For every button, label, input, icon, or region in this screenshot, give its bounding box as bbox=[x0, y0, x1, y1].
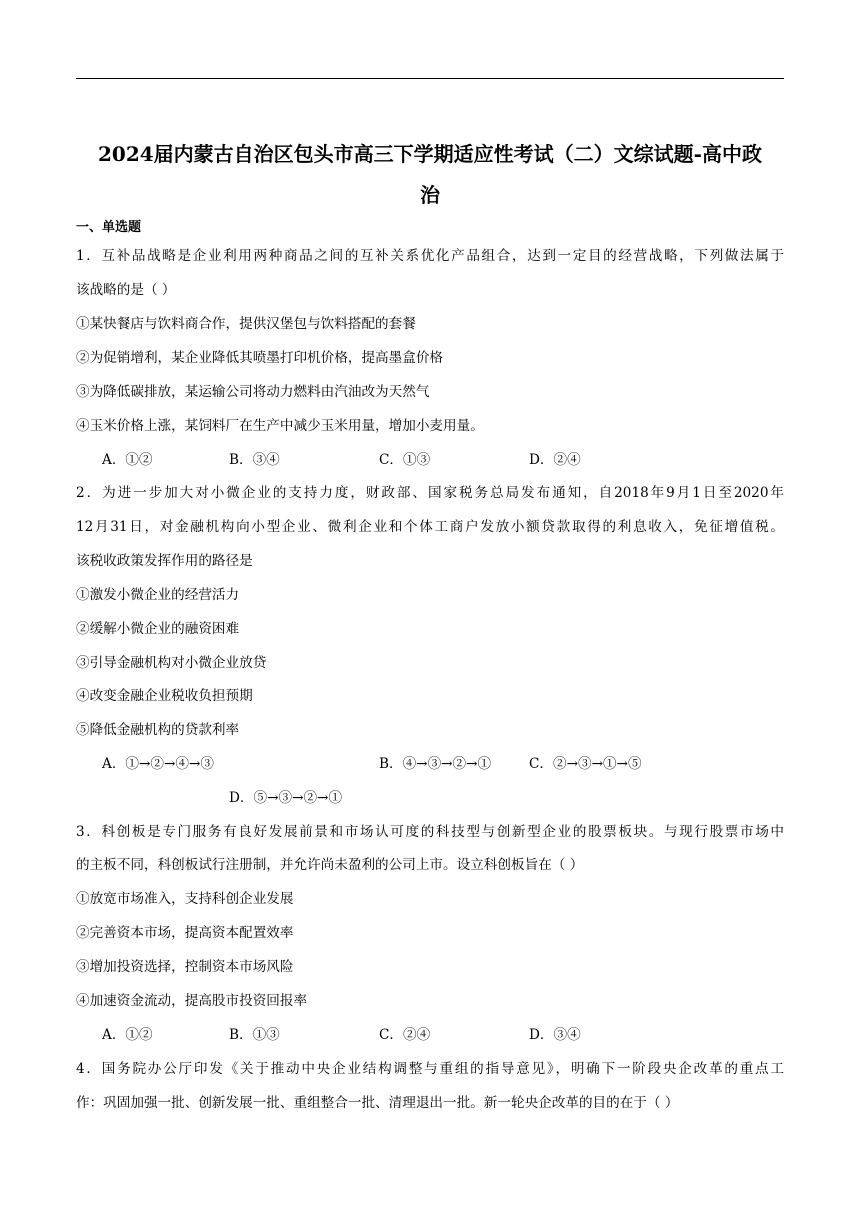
question-2-option-c: C．②→③→①→⑤ bbox=[529, 756, 642, 772]
question-4-stem: 作：巩固加强一批、创新发展一批、重组整合一批、清理退出一批。新一轮央企改革的目的在于（ ） bbox=[76, 1095, 679, 1111]
question-2-item: ④改变金融企业税收负担预期 bbox=[76, 688, 253, 704]
question-2-option-a: A．①→②→④→③ bbox=[102, 756, 214, 772]
question-1-item: ②为促销增利，某企业降低其喷墨打印机价格，提高墨盒价格 bbox=[76, 350, 444, 366]
section-heading: 一、单选题 bbox=[76, 220, 142, 235]
question-1-option-d: D．②④ bbox=[529, 452, 581, 468]
question-3-item: ④加速资金流动，提高股市投资回报率 bbox=[76, 993, 308, 1009]
question-1-item: ①某快餐店与饮料商合作，提供汉堡包与饮料搭配的套餐 bbox=[76, 316, 416, 332]
question-4-stem: 4．国务院办公厅印发《关于推动中央企业结构调整与重组的指导意见》，明确下一阶段央企改革的重点工 bbox=[76, 1061, 784, 1077]
question-3-item: ②完善资本市场，提高资本配置效率 bbox=[76, 925, 294, 941]
question-2-item: ②缓解小微企业的融资困难 bbox=[76, 621, 240, 637]
page-title-continued: 治 bbox=[420, 183, 440, 207]
question-2-item: ③引导金融机构对小微企业放贷 bbox=[76, 655, 267, 671]
question-3-option-b: B．①③ bbox=[229, 1027, 280, 1043]
question-2-stem: 2．为进一步加大对小微企业的支持力度，财政部、国家税务总局发布通知，自2018年9月1日至2020年 bbox=[76, 485, 784, 501]
question-2-stem: 12月31日，对金融机构向小型企业、微利企业和个体工商户发放小额贷款取得的利息收入，免征增值税。 bbox=[76, 519, 784, 535]
question-1-item: ④玉米价格上涨，某饲料厂在生产中减少玉米用量，增加小麦用量。 bbox=[76, 418, 484, 434]
question-3-item: ①放宽市场准入，支持科创企业发展 bbox=[76, 891, 294, 907]
question-2-item: ⑤降低金融机构的贷款利率 bbox=[76, 722, 240, 738]
question-1-option-c: C．①③ bbox=[379, 452, 431, 468]
question-1-item: ③为降低碳排放，某运输公司将动力燃料由汽油改为天然气 bbox=[76, 384, 430, 400]
question-3-item: ③增加投资选择，控制资本市场风险 bbox=[76, 959, 294, 975]
question-3-stem: 3．科创板是专门服务有良好发展前景和市场认可度的科技型与创新型企业的股票板块。与现行股票市场中 bbox=[76, 824, 784, 840]
header-rule bbox=[76, 78, 784, 79]
question-1-stem: 1．互补品战略是企业利用两种商品之间的互补关系优化产品组合，达到一定目的经营战略，下列做法属于 bbox=[76, 248, 784, 264]
question-3-option-a: A．①② bbox=[102, 1027, 153, 1043]
page-title: 2024届内蒙古自治区包头市高三下学期适应性考试（二）文综试题-高中政 bbox=[98, 142, 762, 166]
question-2-item: ①激发小微企业的经营活力 bbox=[76, 587, 240, 603]
question-2-option-b: B．④→③→②→① bbox=[379, 756, 492, 772]
question-1-stem: 该战略的是（ ） bbox=[76, 282, 176, 298]
question-3-stem: 的主板不同，科创板试行注册制，并允许尚未盈利的公司上市。设立科创板旨在（ ） bbox=[76, 857, 584, 873]
question-3-option-c: C．②④ bbox=[379, 1027, 431, 1043]
question-3-option-d: D．③④ bbox=[529, 1027, 581, 1043]
question-2-option-d: D．⑤→③→②→① bbox=[229, 790, 343, 806]
question-2-stem: 该税收政策发挥作用的路径是 bbox=[76, 553, 253, 569]
question-1-option-a: A．①② bbox=[102, 452, 153, 468]
question-1-option-b: B．③④ bbox=[229, 452, 280, 468]
